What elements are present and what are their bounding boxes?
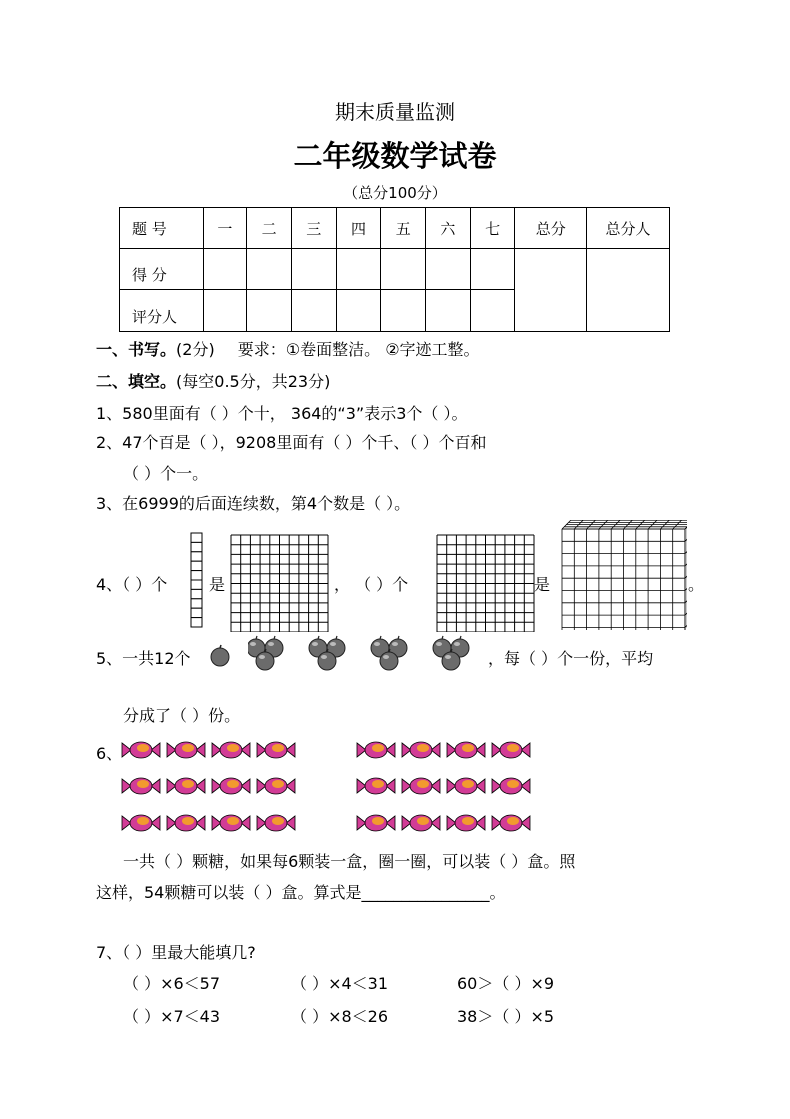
q7-item: 38＞（ ）×5 — [457, 1007, 555, 1026]
section-1 — [96, 337, 480, 360]
col-header: 二 — [247, 208, 292, 249]
question-4-prefix: 4、（ ）个 — [96, 575, 168, 594]
thousand-cube-icon — [561, 520, 687, 632]
grader-cell[interactable] — [470, 290, 515, 332]
exam-title: 二年级数学试卷 — [293, 139, 497, 173]
score-cell[interactable] — [247, 249, 292, 290]
score-cell[interactable] — [203, 249, 247, 290]
total-score-cell[interactable] — [515, 249, 587, 332]
question-4-is-2: 是 — [534, 575, 551, 594]
q7-item: （ ）×4＜31 — [291, 974, 389, 993]
col-header: 一 — [203, 208, 247, 249]
grader-cell[interactable] — [291, 290, 336, 332]
col-header: 七 — [470, 208, 515, 249]
question-1: 1、580里面有（ ）个十， 364的“3”表示3个（ ）。 — [96, 404, 468, 423]
question-3: 3、在6999的后面连续数，第4个数是（ ）。 — [96, 494, 411, 513]
col-header: 四 — [336, 208, 381, 249]
total-score-note: （总分100分） — [343, 184, 447, 202]
question-5-prefix: 5、一共12个 — [96, 649, 191, 668]
section-2-title: 二、填空。 — [96, 372, 177, 391]
grader-cell[interactable] — [203, 290, 247, 332]
exam-subtitle: 期末质量监测 — [335, 100, 455, 124]
hundred-flat-icon-1 — [230, 534, 330, 632]
hundred-flat-icon-2 — [436, 534, 536, 632]
question-7-title: 7、（ ）里最大能填几? — [96, 943, 256, 962]
scorer-header: 总分人 — [586, 208, 669, 249]
col-header: 六 — [426, 208, 471, 249]
question-2-line-1: 2、47个百是（ ），9208里面有（ ）个千、（ ）个百和 — [96, 433, 487, 452]
q7-item: （ ）×8＜26 — [291, 1007, 389, 1026]
col-header: 三 — [291, 208, 336, 249]
question-5-line-2: 分成了（ ）份。 — [123, 706, 241, 725]
apple-icon — [208, 644, 232, 668]
section-1-points: (2分) — [176, 340, 215, 359]
score-cell[interactable] — [426, 249, 471, 290]
score-cell[interactable] — [336, 249, 381, 290]
score-row-label: 得 分 — [120, 249, 204, 290]
total-header: 总分 — [515, 208, 587, 249]
score-table — [119, 207, 670, 332]
table-header-label: 题 号 — [120, 208, 204, 249]
question-6-line-1: 一共（ ）颗糖，如果每6颗装一盒，圈一圈，可以装（ ）盒。照 — [123, 852, 576, 871]
grader-cell[interactable] — [381, 290, 426, 332]
section-2 — [96, 369, 330, 392]
question-4-end: 。 — [688, 575, 705, 594]
question-4-is-1: 是 — [209, 575, 226, 594]
question-6-line-2: 这样，54颗糖可以装（ ）盒。算式是________________。 — [96, 883, 506, 902]
candy-grid-icon — [118, 736, 538, 842]
total-scorer-cell[interactable] — [586, 249, 669, 332]
question-2-line-2: （ ）个一。 — [123, 464, 209, 483]
ten-rod-icon — [189, 532, 205, 628]
col-header: 五 — [381, 208, 426, 249]
question-5-suffix: ，每（ ）个一份，平均 — [488, 649, 654, 668]
apple-groups-icon — [248, 634, 498, 674]
section-1-title: 一、书写。 — [96, 340, 177, 359]
score-cell[interactable] — [470, 249, 515, 290]
score-cell[interactable] — [291, 249, 336, 290]
grader-row-label: 评分人 — [120, 290, 204, 332]
grader-cell[interactable] — [247, 290, 292, 332]
q7-item: （ ）×6＜57 — [123, 974, 221, 993]
question-4-mid: ， （ ）个 — [334, 575, 409, 594]
section-1-requirement: 要求：①卷面整洁。 ②字迹工整。 — [237, 340, 480, 359]
grader-cell[interactable] — [426, 290, 471, 332]
grader-cell[interactable] — [336, 290, 381, 332]
q7-item: （ ）×7＜43 — [123, 1007, 221, 1026]
q7-item: 60＞（ ）×9 — [457, 974, 555, 993]
section-2-points: (每空0.5分，共23分) — [176, 372, 331, 391]
score-cell[interactable] — [381, 249, 426, 290]
question-6-label: 6、 — [96, 744, 123, 763]
